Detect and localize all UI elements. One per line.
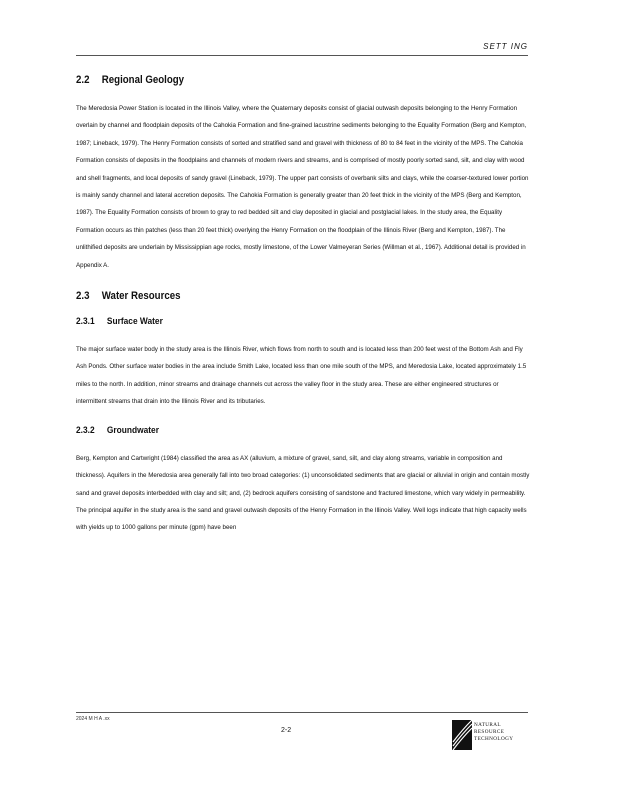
subsection-title: Surface Water xyxy=(106,316,163,328)
logo-line: TECHNOLOGY xyxy=(474,736,514,742)
logo-line: NATURAL xyxy=(474,722,502,728)
document-body xyxy=(76,74,530,551)
logo-mark-icon xyxy=(452,716,474,756)
section-title: Water Resources xyxy=(101,290,181,303)
subsection-number: 2.3.1 xyxy=(76,316,95,328)
section-title: Regional Geology xyxy=(101,74,185,86)
page-number: 2-2 xyxy=(281,727,292,734)
subsection-title: Groundwater xyxy=(106,424,159,436)
paragraph-groundwater: Berg, Kempton and Cartwright (1984) classified the area as AX (alluvium, a mixture of gravel, sand, silt, and clay along streams, variable in composition and thickness). Aquifers in the Meredosia area generally fall into two broad categories: (1) unconsolidated sediments that are glacial or alluvial in origin and contain mostly sand and gravel deposits interbedded with clay and silt; and, (2) bedrock aquifers consisting of sandstone and fractured limestone, which vary widely in permeability. The principal aquifer in the study area is the sand and gravel outwash deposits of the Henry Formation in the Illinois Valley. Well logs indicate that high capacity wells with yields up to 1000 gallons per minute (gpm) have been xyxy=(76,454,530,532)
header-rule xyxy=(76,55,528,56)
subsection-heading-groundwater xyxy=(76,425,476,436)
section-heading-water-resources xyxy=(76,290,476,302)
footer-document-id: 2024 M H A .xx xyxy=(76,716,110,722)
section-heading-regional-geology xyxy=(76,74,476,86)
logo-wordmark xyxy=(474,722,513,743)
paragraph-surface-water: The major surface water body in the study area is the Illinois River, which flows from north to south and is located less than 200 feet west of the Bottom Ash and Fly Ash Ponds. Other surface water bodies in the area include Smith Lake, located less than one mile south of the MPS, and Meredosia Lake, located approximately 1.5 miles to the north. In addition, minor streams and drainage channels cut across the valley floor in the study area. These are either engineered structures or intermittent streams that drain into the Illinois River and its tributaries. xyxy=(76,346,527,406)
section-number: 2.3 xyxy=(76,290,90,303)
logo-line: RESOURCE xyxy=(474,729,505,735)
subsection-number: 2.3.2 xyxy=(76,424,95,436)
subsection-heading-surface-water xyxy=(76,316,476,327)
footer-rule xyxy=(76,712,528,713)
running-header: SETT ING xyxy=(483,42,528,51)
company-logo xyxy=(452,716,532,758)
paragraph-regional-geology: The Meredosia Power Station is located in the Illinois Valley, where the Quaternary deposits consist of glacial outwash deposits belonging to the Henry Formation overlain by channel and floodplain deposits of the Cahokia Formation and fine-grained lacustrine sediments belonging to the Equality Formation (Berg and Kempton, 1987; Lineback, 1979). The Henry Formation consists of sorted and stratified sand and gravel with thickness of 80 to 84 feet in the vicinity of the MPS. The Cahokia Formation consists of deposits in the floodplains and channels of modern rivers and streams, and is comprised of mostly poorly sorted sand, silt, and clay with wood and shell fragments, and local deposits of sandy gravel (Lineback, 1979). The upper part consists of overbank silts and clays, while the coarser-textured lower portion is mainly sandy channel and lateral accretion deposits. The Cahokia Formation is generally greater than 20 feet thick in the vicinity of the MPS (Berg and Kempton, 1987). The Equality Formation consists of brown to gray to red bedded silt and clay deposited in glacial and postglacial lakes. In the study area, the Equality Formation occurs as thin patches (less than 20 feet thick) overlying the Henry Formation on the floodplain of the Illinois River (Berg and Kempton, 1987). The unlithified deposits are underlain by Mississippian age rocks, mostly limestone, of the Lower Valmeyeran Series (Willman et al., 1967). Additional detail is provided in Appendix A. xyxy=(76,105,529,269)
section-number: 2.2 xyxy=(76,74,90,86)
